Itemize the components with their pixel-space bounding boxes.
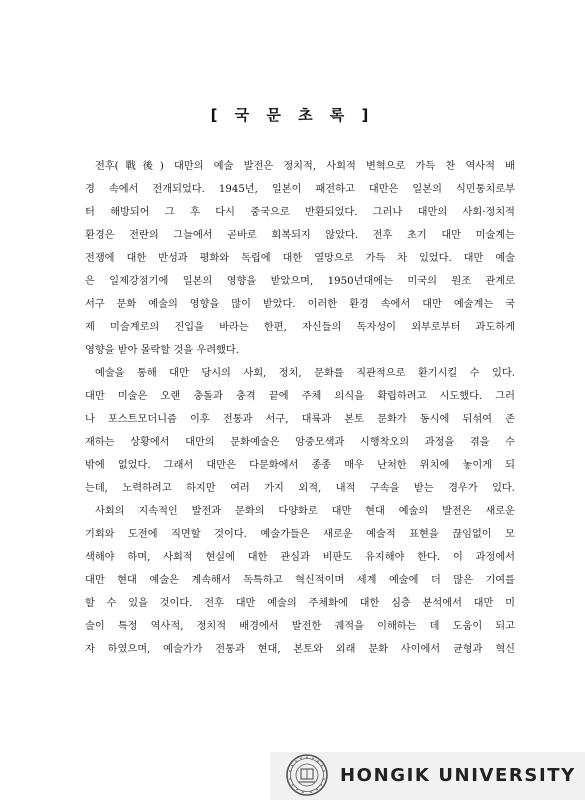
text-line: 는데, 노력하려고 하지만 여러 가지 외적, 내적 구속을 받는 경우가 있다.	[85, 483, 515, 494]
university-seal-icon	[286, 754, 328, 796]
text-line: 전후(戰後) 대만의 예술 발전은 정치적, 사회적 변혁으로 가득 찬 역사적 배	[95, 161, 515, 172]
text-line: 터 해방되어 그 후 다시 중국으로 반환되었다. 그러나 대만의 사회·정치적	[85, 207, 515, 218]
abstract-body	[85, 155, 515, 661]
text-line: 예술을 통해 대만 당시의 사회, 정치, 문화를 직관적으로 환기시킬 수 있다.	[95, 368, 515, 379]
text-line: 밖에 없었다. 그래서 대만은 다문화에서 종종 매우 난처한 위치에 놓이게 되	[85, 460, 515, 471]
text-line: 전쟁에 대한 반성과 평화와 독립에 대한 열망으로 가득 차 있었다. 대만 예술	[85, 253, 515, 264]
text-line: 대만 미술은 오랜 충돌과 충격 끝에 주체 의식을 확립하려고 시도했다. 그러	[85, 391, 515, 402]
page-title: [ 국 문 초 록 ]	[210, 106, 375, 124]
text-line: 은 일제강점기에 일본의 영향을 받았으며, 1950년대에는 미국의 원조 관계로	[85, 276, 515, 287]
text-line: 색해야 하며, 사회적 현실에 대한 관심과 비판도 유지해야 한다. 이 과정에서	[85, 552, 515, 563]
text-line: 술이 특정 역사적, 정치적 배경에서 발전한 궤적을 이해하는 데 도움이 되고	[85, 621, 515, 632]
text-line: 할 수 있을 것이다. 전후 대만 예술의 주체화에 대한 심층 분석에서 대만 미	[85, 598, 515, 609]
text-line: 재하는 상황에서 대만의 문화예술은 암중모색과 시행착오의 과정을 겪을 수	[85, 437, 515, 448]
text-line: 자 하였으며, 예술가가 전통과 현대, 본토와 외래 문화 사이에서 균형과 혁신	[85, 644, 515, 655]
text-line: 사회의 지속적인 발전과 문화의 다양화로 대만 현대 예술의 발전은 새로운	[95, 506, 515, 517]
university-footer	[270, 752, 585, 800]
text-line: 대만 현대 예술은 계속해서 독특하고 혁신적이며 세계 예술에 더 많은 기여를	[85, 575, 515, 586]
text-line: 나 포스트모더니즘 이후 전통과 서구, 대륙과 본토 문화가 동시에 뒤섞여 존	[85, 414, 515, 425]
text-line: 영향을 받아 몰락할 것을 우려했다.	[85, 345, 239, 356]
text-line: 서구 문화 예술의 영향을 많이 받았다. 이러한 환경 속에서 대만 예술계는 국	[85, 299, 515, 310]
text-line: 경 속에서 전개되었다. 1945년, 일본이 패전하고 대만은 일본의 식민통치로부	[85, 184, 515, 195]
text-line: 제 미술계로의 진입을 바라는 한편, 자신들의 독자성이 외부로부터 과도하게	[85, 322, 515, 333]
text-line: 기회와 도전에 직면할 것이다. 예술가들은 새로운 예술적 표현을 끊임없이 모	[85, 529, 515, 540]
text-line: 환경은 전란의 그늘에서 곧바로 회복되지 않았다. 전후 초기 대만 미술계는	[85, 230, 515, 241]
university-name: HONGIK UNIVERSITY	[340, 765, 576, 786]
